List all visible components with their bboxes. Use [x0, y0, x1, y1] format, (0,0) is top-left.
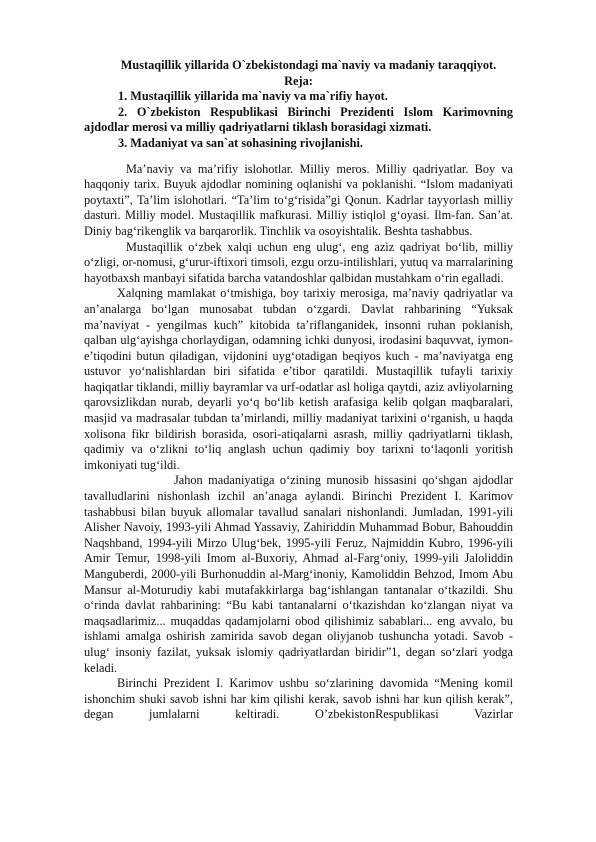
body-paragraph: Birinchi Prezident I. Karimov ushbu so‘zlarining davomida “Mening komil ishonchim shuki savob ishni har kim qilishi kerak, savob ishni har kun qilish kerak”, degan jumlalarni keltiradi. O’zbekistonRespublikasi Vazirlar — [84, 676, 513, 722]
body-paragraph: Mustaqillik o‘zbek xalqi uchun eng ulug‘, eng aziz qadriyat bo‘lib, milliy o‘zligi, or-nomusi, g‘urur-iftixori timsoli, ezgu orzu-intilishlari, yutuq va marralarining hayotbaxsh manbayi sifatida barcha vatandoshlar qalbidan mustahkam o‘rin egalladi. — [84, 239, 513, 285]
section-gap — [84, 152, 513, 162]
keywords-paragraph: Ma’naviy va ma’rifiy islohotlar. Milliy meros. Milliy qadriyatlar. Boy va haqqoniy tarix. Buyuk ajdodlar nomining oqlanishi va poklanishi. “Islom madaniyati poytaxti”, Ta’lim islohotlari. “Ta’lim to‘g‘risida”gi Qonun. Kadrlar tayyorlash milliy dasturi. Milliy model. Mustaqillik mafkurasi. Milliy istiqlol g‘oyasi. Ilm-fan. San’at. Diniy bag‘rikenglik va barqarorlik. Tinchlik va osoyishtalik. Beshta tashabbus. — [84, 161, 513, 238]
plan-heading: Reja: — [284, 73, 313, 88]
body-paragraph: Xalqning mamlakat o‘tmishiga, boy tarixiy merosiga, ma’naviy qadriyatlar va an’analarga bo‘lgan munosabat tubdan o‘zgardi. Davlat rahbarining “Yuksak ma’naviyat - yengilmas kuch” kitobida ta’riflanganidek, insonni ruhan poklanish, qalban ulg‘ayishga chorlaydigan, odamning ichki dunyosi, irodasini baquvvat, iymon-e’tiqodini butun qiladigan, vijdonini uyg‘otadigan beqiyos kuch - ma’naviyatga eng ustuvor yo‘nalishlardan biri sifatida e’tibor qaratildi. Mustaqillik tufayli tarixiy haqiqatlar tiklandi, milliy bayramlar va urf-odatlar asl holiga qaytdi, aziz avliyolarning qarovsizlikdan nurab, deyarli yo‘q bo‘lib ketish arafasiga kelib qolgan maqbaralari, masjid va madrasalar tubdan ta’mirlandi, milliy madaniyat tarixini o‘rganish, u haqda xolisona fikr bildirish borasida, osori-atiqalarni asrash, milliy qadriyatlarni tiklash, qadimiy va o‘zlikni to‘liq anglash uchun qadimiy boy tarixni to‘laqonli yoritish imkoniyati tug‘ildi. — [84, 286, 513, 472]
plan-item: 1. Mustaqillik yillarida ma`naviy va ma`rifiy hayot. — [118, 89, 388, 104]
plan-list — [84, 89, 513, 151]
document-title: Mustaqillik yillarida O`zbekistondagi ma`naviy va madaniy taraqqiyot. — [120, 58, 497, 72]
plan-item: 3. Madaniyat va san`at sohasining rivojlanishi. — [118, 135, 363, 150]
body-paragraph: Jahon madaniyatiga o‘zining munosib hissasini qo‘shgan ajdodlar tavalludlarini nishonlash izchil an’anaga aylandi. Birinchi Prezident I. Karimov tashabbusi bilan buyuk allomalar tavallud sanalari nishonlandi. Jumladan, 1991-yili Alisher Navoiy, 1993-yili Ahmad Yassaviy, Zahiriddin Muhammad Bobur, Bahouddin Naqshband, 1994-yili Mirzo Ulug‘bek, 1995-yili Feruz, Najmiddin Kubro, 1996-yili Amir Temur, 1998-yili Imom al-Buxoriy, Ahmad al-Farg‘oniy, 1999-yili Jaloliddin Manguberdi, 2000-yili Burhonuddin al-Marg‘inoniy, Kamoliddin Behzod, Imom Abu Mansur al-Moturudiy kabi mutafakkirlarga bag‘ishlangan tantanalar o‘tkazildi. Shu o‘rinda davlat rahbarining: “Bu kabi tantanalarni o‘tkazishdan ko‘zlangan niyat va maqsadlarimiz... muqaddas qadamjolarni obod qilishimiz sabablari... eng avvalo, bu ishlami amalga oshirish zamirida savob degan oliyjanob tushuncha yotadi. Savob - ulug‘ insoniy fazilat, yuksak islomiy qadriyatlardan biridir”1, degan so‘zlari yodga keladi. — [84, 473, 513, 675]
plan-item: 2. O`zbekiston Respublikasi Birinchi Prezidenti Islom Karimovning ajdodlar merosi va milliy qadriyatlarni tiklash borasidagi xizmati. — [84, 104, 513, 135]
